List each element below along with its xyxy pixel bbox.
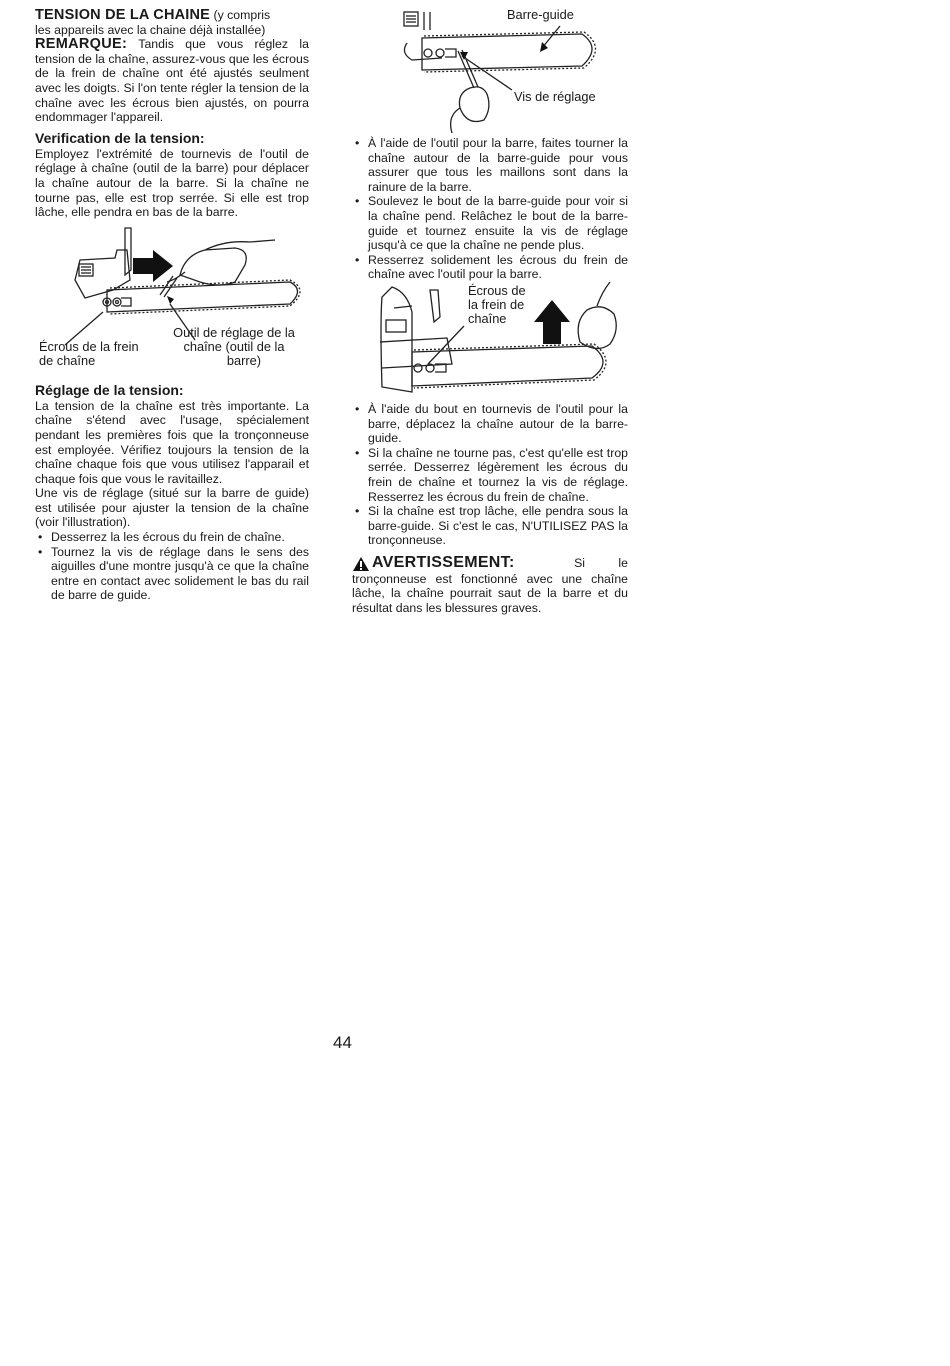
list-item: • Desserrez la les écrous du frein de chaîne. <box>35 530 309 545</box>
fig1-label-nuts-2: de chaîne <box>39 352 96 368</box>
list-item: • À l'aide de l'outil pour la barre, faites tourner la chaîne autour de la barre-guide pour vous assurer que tous les maillons sont dans la rainure de la barre. <box>352 136 628 194</box>
fig1-label-tool-3: barre) <box>226 352 262 368</box>
title-note: (y compris <box>210 8 271 22</box>
bar-screw-illustration <box>352 8 628 136</box>
figure-tension-check <box>35 220 309 380</box>
warning-text: tronçonneuse est fonctionné avec une chaîne lâche, la chaîne pourrait saut de la barre et du résultat dans les blessures graves. <box>352 571 628 616</box>
reglage-text-2: Une vis de réglage (situé sur la barre de guide) est utilisée pour ajuster la tension de la chaîne (voir l'illustration). <box>35 486 309 530</box>
reglage-heading: Réglage de la tension: <box>35 381 184 398</box>
title-text: TENSION DE LA CHAINE <box>35 7 211 23</box>
reglage-text-1: La tension de la chaîne est très importante. La chaîne s'étend avec l'usage, spécialement pendant les premières fois que la tronçonneuse est employée. Vérifiez toujours la tension de la chaîne chaque fois que vous utilisez l'apparail et chaque fois que vous le ravitaillez. <box>35 398 309 486</box>
list-item: • Resserrez solidement les écrous du frein de chaîne avec l'outil pour la barre. <box>352 253 628 282</box>
section-title <box>35 8 309 23</box>
steps-bullets-1 <box>352 136 628 282</box>
list-item: • Tournez la vis de réglage dans le sens des aiguilles d'une montre jusqu'à ce que la chaîne entre en contact avec solidement le bas du rail de barre de guide. <box>35 545 309 603</box>
figure-brake-nuts <box>352 282 628 402</box>
remark-text: Tandis que vous réglez la tension de la chaîne, assurez-vous que les écrous de la frein de chaîne ont été ajustés seulment avec les doigts. Si l'on tente régler la tension de la chaîne avec les écrous bien ajustés, on pourra endommager l'appareil. <box>35 37 309 125</box>
fig2-label-bar: Barre-guide <box>507 7 574 22</box>
fig1-label-nuts-1: Écrous de la frein <box>39 338 139 354</box>
remark-paragraph <box>35 37 309 125</box>
list-item: • Soulevez le bout de la barre-guide pour voir si la chaîne pend. Relâchez le bout de la barre-guide et tournez ensuite la vis de réglage jusqu'à ce que la chaîne ne pende plus. <box>352 194 628 252</box>
fig3-label-1: Écrous de <box>468 282 526 298</box>
fig2-label-screw: Vis de réglage <box>514 89 596 104</box>
title-note-line2: les appareils avec la chaine déjà installée) <box>35 22 266 37</box>
warning-title: AVERTISSEMENT: <box>372 553 515 571</box>
warning-block <box>352 553 628 616</box>
steps-bullets-2 <box>352 402 628 548</box>
verification-heading: Verification de la tension: <box>35 129 205 146</box>
fig3-label-2: la frein de <box>468 296 525 312</box>
figure-adjust-screw <box>352 8 628 136</box>
verification-text: Employez l'extrémité de tournevis de l'outil de réglage à chaîne (outil de la barre) pour déplacer la chaîne autour de la barre. Si la chaîne ne tourne pas, elle est trop serrée. Si elle est trop lâche, elle pendra en bas de la barre. <box>35 146 309 220</box>
list-item: • À l'aide du bout en tournevis de l'outil pour la barre, déplacez la chaîne autour de la barre-guide. <box>352 402 628 446</box>
warning-tail: Si le <box>574 555 628 570</box>
fig3-label-3: chaîne <box>468 310 507 326</box>
remark-label: REMARQUE: <box>35 36 128 53</box>
list-item: • Si la chaîne ne tourne pas, c'est qu'elle est trop serrée. Desserrez légèrement les écrous du frein de chaîne et tournez la vis de réglage. Resserrez les écrous du frein de chaîne. <box>352 446 628 504</box>
right-column <box>352 8 628 616</box>
list-item: • Si la chaîne est trop lâche, elle pendra sous la barre-guide. Si c'est le cas, N'UTILISEZ PAS la tronçonneuse. <box>352 504 628 548</box>
reglage-bullets <box>35 530 309 603</box>
warning-triangle-icon <box>352 556 370 572</box>
fig1-label-tool-2: chaîne (outil de la <box>183 338 285 354</box>
page-number: 44 <box>333 1033 352 1052</box>
left-column <box>35 8 309 603</box>
fig1-label-tool-1: Outil de réglage de la <box>173 324 295 340</box>
